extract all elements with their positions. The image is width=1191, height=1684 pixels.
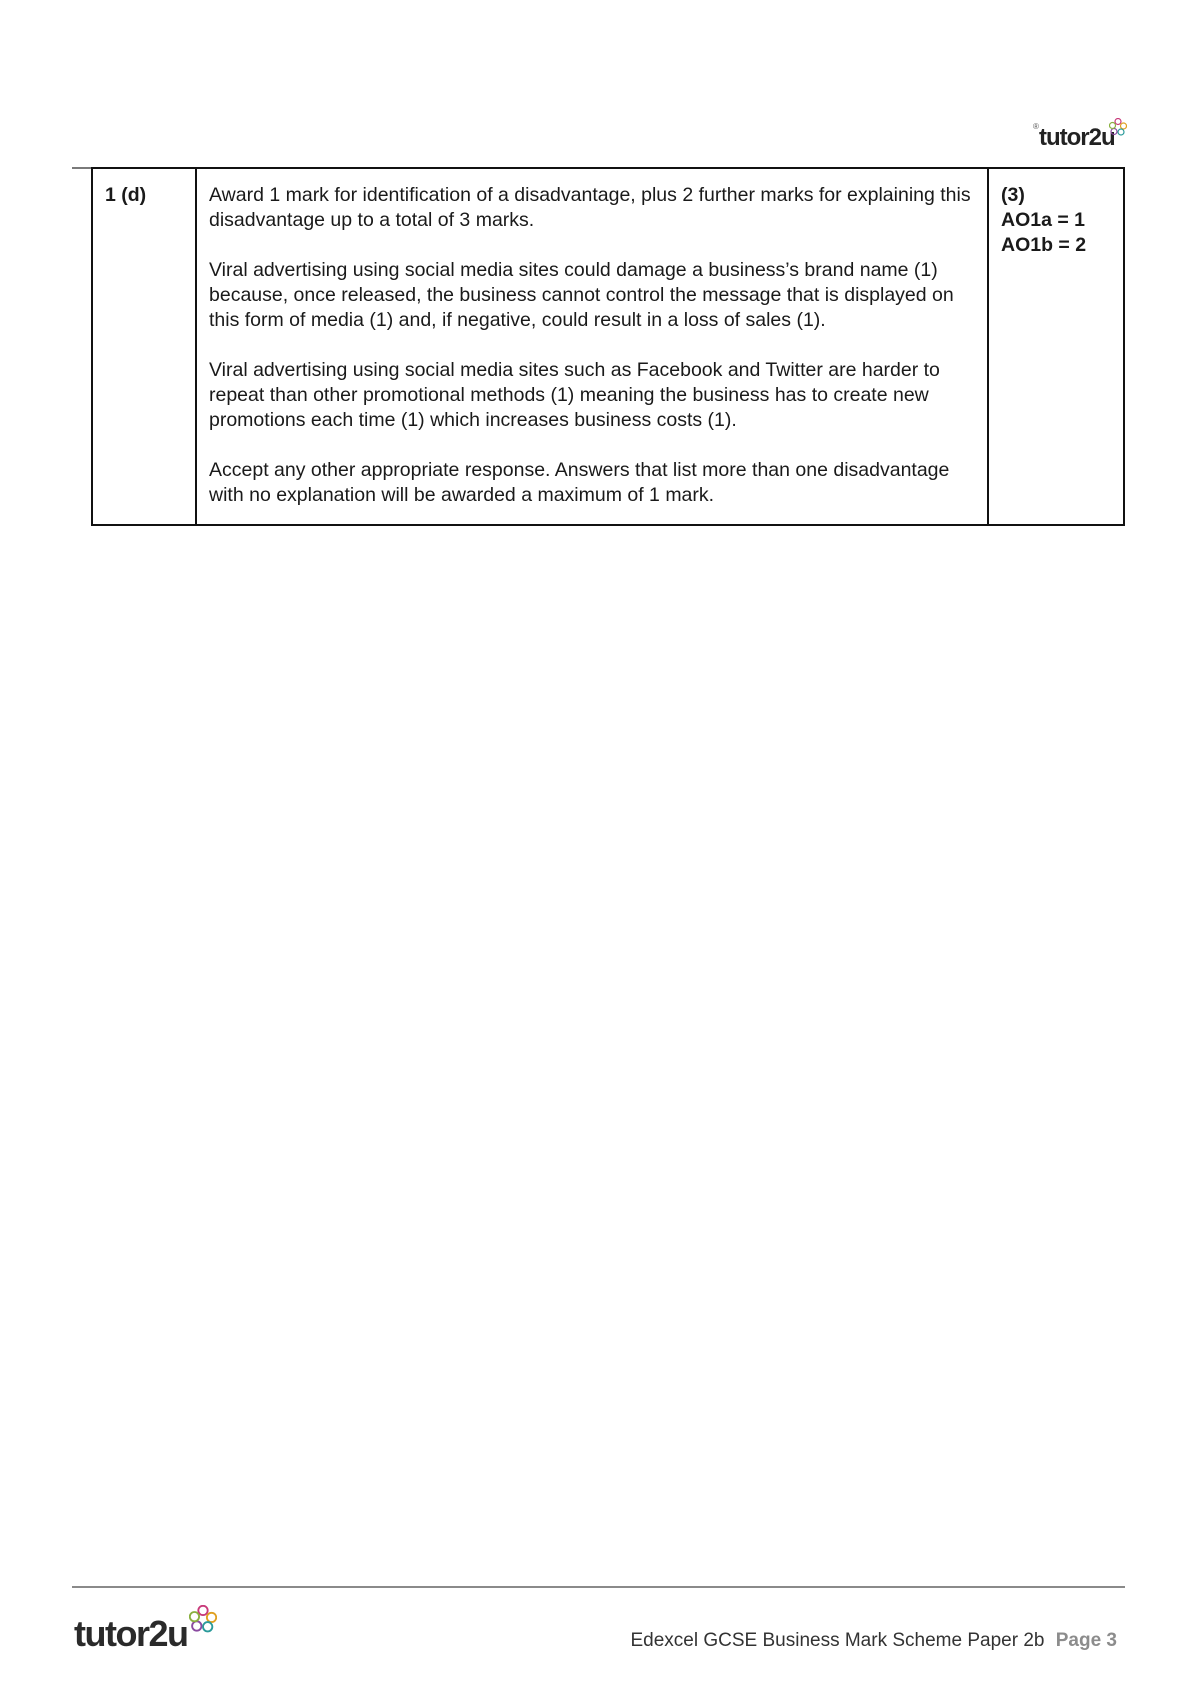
table-row — [92, 168, 1124, 525]
registered-mark: ® — [1033, 122, 1039, 131]
footer-text — [630, 1630, 1117, 1652]
document-title: Edexcel GCSE Business Mark Scheme Paper 2b — [630, 1630, 1045, 1651]
mark-scheme-table — [91, 167, 1125, 526]
answer-guidance — [196, 168, 988, 525]
logo-wordmark: tutor2u — [74, 1613, 188, 1654]
logo-wordmark: tutor2u — [1039, 124, 1115, 151]
header-rule — [72, 167, 92, 169]
marks-cell — [988, 168, 1124, 525]
flower-icon — [189, 1605, 217, 1633]
question-number: 1 (d) — [92, 168, 196, 525]
total-marks: (3) — [1001, 184, 1025, 206]
ao1b-marks: AO1b = 2 — [1001, 234, 1087, 256]
page-number: Page 3 — [1055, 1630, 1117, 1651]
tutor2u-logo-bottom — [74, 1605, 224, 1654]
tutor2u-logo-top — [1033, 118, 1133, 152]
guidance-paragraph: Viral advertising using social media sites could damage a business’s brand name (1) because, once released, the business cannot control the message that is displayed on this form of media (1) and, if negative, could result in a loss of sales (1). — [209, 259, 954, 331]
guidance-paragraph: Accept any other appropriate response. Answers that list more than one disadvantage with no explanation will be awarded a maximum of 1 mark. — [209, 459, 950, 506]
guidance-paragraph: Award 1 mark for identification of a disadvantage, plus 2 further marks for explaining this disadvantage up to a total of 3 marks. — [209, 184, 971, 231]
footer-rule — [72, 1586, 1125, 1588]
guidance-paragraph: Viral advertising using social media sites such as Facebook and Twitter are harder to repeat than other promotional methods (1) meaning the business has to create new promotions each time (1) which increases business costs (1). — [209, 359, 940, 431]
ao1a-marks: AO1a = 1 — [1001, 209, 1086, 231]
flower-icon — [1109, 118, 1127, 136]
